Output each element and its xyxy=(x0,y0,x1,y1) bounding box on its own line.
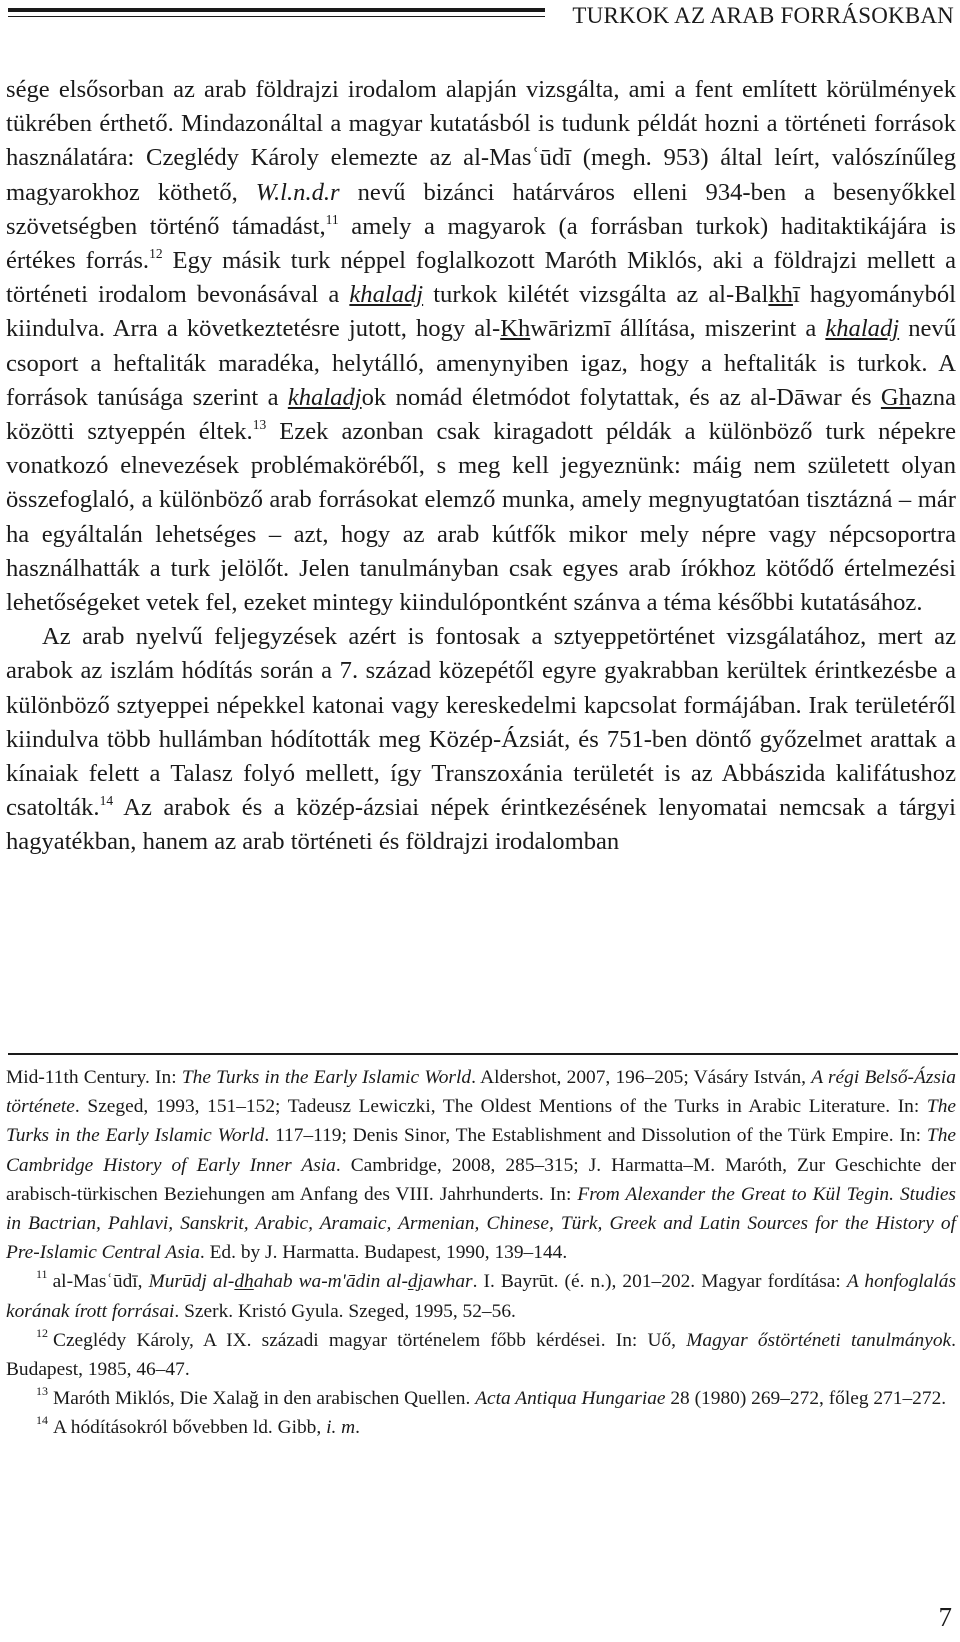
header-rule-thick xyxy=(8,8,545,12)
term-khaladj: khaladj xyxy=(825,315,900,343)
text-run: turkok kilétét vizsgálta az al-Bal xyxy=(423,281,769,309)
footnote-rule xyxy=(8,1053,958,1055)
paragraph-2 xyxy=(6,620,956,859)
running-title: TURKOK AZ ARAB FORRÁSOKBAN xyxy=(572,3,954,28)
text-run: sége elsősorban az arab földrajzi irodalom alapján vizsgálta, ami a fent említett körülmények tükrében érthető. Mindazonáltal a magyar kutatásból is tudunk példát hozni a történeti források használatára: Czeglédy Károly elemezte az al-Masʿūdī (megh. 953) által leírt, valószínűleg magyarokhoz köthető, xyxy=(6,76,956,206)
text-run: ok nomád életmódot folytattak, és az al-Dāwar és xyxy=(361,383,881,411)
footnote-number: 14 xyxy=(36,1413,49,1428)
footnote-11 xyxy=(6,1267,956,1325)
title-italic: Acta Antiqua Hungariae xyxy=(475,1388,666,1410)
text-run: Egy másik turk néppel foglalkozott Maróth Miklós, aki a földrajzi mellett a történeti irodalom bevonásával a xyxy=(6,247,956,309)
footnote-number: 12 xyxy=(36,1325,49,1340)
title-italic: The Turks in the Early Islamic World xyxy=(181,1067,472,1088)
page-number: 7 xyxy=(938,1602,952,1632)
title-italic: Magyar őstörténeti tanulmányok xyxy=(686,1329,952,1351)
footnote-number: 11 xyxy=(36,1267,48,1282)
text-run: al-Masʿūdī, xyxy=(52,1271,149,1293)
footnote-ref-14: 14 xyxy=(99,793,114,809)
text-run: . Szeged, 1993, 151–152; Tadeusz Lewiczki, The Oldest Mentions of the Turks in Arabic Literature. In: xyxy=(74,1096,927,1118)
footnote-ref-12: 12 xyxy=(149,245,163,261)
footnote-ref-13: 13 xyxy=(252,416,267,432)
transliteration-kh: Kh xyxy=(500,315,531,343)
text-run: 28 (1980) 269–272, főleg 271–272. xyxy=(665,1388,947,1410)
transliteration-dh: dh xyxy=(234,1271,254,1293)
footnote-ref-11: 11 xyxy=(325,211,339,227)
title-italic: awhar xyxy=(423,1271,473,1293)
footnotes xyxy=(6,1063,956,1443)
title-italic: From Alexander the Great to Kül Tegin. Studies in Bactrian, Pahlavi, Sanskrit, Arabic, Aramaic, Armenian, Chinese, Türk, Greek and Latin Sources for the History of Pre-Islamic Central Asia xyxy=(6,1183,956,1264)
text-run: . Budapest, 1985, 46–47. xyxy=(6,1329,956,1381)
text-run: ī hagyományból kiindulva. Arra a következtetésre jutott, hogy al- xyxy=(6,281,956,343)
text-run: wārizmī állítása, miszerint a xyxy=(530,315,826,343)
footnote-13 xyxy=(6,1384,956,1413)
title-italic: The Turks in the Early Islamic World xyxy=(6,1096,956,1147)
paragraph-1 xyxy=(6,73,956,620)
title-italic: Murūdj al- xyxy=(148,1271,235,1293)
transliteration-dj: dj xyxy=(407,1271,423,1293)
text-run: Mid-11th Century. In: xyxy=(6,1067,182,1088)
header-rule-thin xyxy=(8,16,545,17)
running-header xyxy=(0,0,960,40)
footnote-14 xyxy=(6,1413,956,1442)
footnote-number: 13 xyxy=(36,1384,49,1399)
text-run: . Ed. by J. Harmatta. Budapest, 1990, 139–144. xyxy=(199,1242,568,1264)
text-run: Az arabok és a közép-ázsiai népek érintkezésének lenyomatai nemcsak a tárgyi hagyatékban, hanem az arab történeti és földrajzi irodalomban xyxy=(6,794,956,856)
transliteration-gh: Gh xyxy=(880,383,911,411)
title-italic: A honfoglalás korának írott forrásai xyxy=(6,1271,956,1322)
text-run: azna közötti sztyeppén éltek. xyxy=(6,383,956,446)
text-run: Ezek azonban csak kiragadott példák a különböző turk népekre vonatkozó elnevezések problémaköréből, s meg kell jegyeznünk: máig nem született olyan összefoglaló, a különböző arab forrásokat elemző munka, amely megnyugtatóan tisztázná – már ha egyáltalán lehetséges – azt, hogy az arab kútfők mikor mely népre vagy népcsoportra használhatták a turk jelölőt. Jelen tanulmányban csak egyes arab írókhoz kötődő értelmezési lehetőségeket vetek fel, ezeket mintegy kiindulópontként szánva a téma későbbi kutatásához. xyxy=(6,418,957,617)
text-run: nevű bizánci határváros elleni 934-ben a besenyőkkel szövetségben történő támadást, xyxy=(6,178,956,240)
title-italic: The Cambridge History of Early Inner Asia xyxy=(6,1125,956,1176)
text-run: amely a magyarok (a forrásban turkok) haditaktikájára is értékes forrás. xyxy=(6,212,956,275)
text-run: A hódításokról bővebben ld. Gibb, xyxy=(53,1417,327,1439)
text-run: . Aldershot, 2007, 196–205; Vásáry István, xyxy=(471,1067,812,1088)
term-khaladj: khaladj xyxy=(349,281,424,309)
title-italic: ahab wa-m'ādin al- xyxy=(253,1271,408,1293)
title-italic: A régi Belső-Ázsia története xyxy=(6,1067,956,1118)
abbreviation-italic: i. m xyxy=(326,1417,356,1439)
text-run: nevű csoport a heftaliták maradéka, helytálló, amenynyiben igaz, hogy a heftaliták is turkok. A források tanúsága szerint a xyxy=(6,315,956,411)
text-run: Az arab nyelvű feljegyzések azért is fontosak a sztyeppetörténet vizsgálatához, mert az arabok az iszlám hódítás során a 7. század közepétől egyre gyakrabban kerültek érintkezésbe a különböző sztyeppei népekkel katonai vagy kereskedelmi kapcsolat formájában. Irak területéről kiindulva több hullámban hódították meg Közép-Ázsiát, és 751-ben döntő győzelmet arattak a kínaiak felett a Talasz folyó mellett, így Transzoxánia területét is az Abbászida kalifátushoz csatolták. xyxy=(6,623,956,822)
transliteration-kh: kh xyxy=(768,281,793,309)
text-run: . xyxy=(355,1417,361,1439)
place-name-italic: W.l.n.d.r xyxy=(255,178,340,206)
text-run: . I. Bayrūt. (é. n.), 201–202. Magyar fordítása: xyxy=(472,1271,847,1293)
text-run: Maróth Miklós, Die Xalağ in den arabischen Quellen. xyxy=(53,1388,476,1410)
text-run: . Szerk. Kristó Gyula. Szeged, 1995, 52–56. xyxy=(174,1300,516,1322)
text-run: . 117–119; Denis Sinor, The Establishment and Dissolution of the Türk Empire. In: xyxy=(264,1125,927,1147)
text-run: Czeglédy Károly, A IX. századi magyar történelem főbb kérdései. In: Uő, xyxy=(53,1329,687,1351)
footnote-continuation xyxy=(6,1063,956,1267)
body-text xyxy=(6,73,956,860)
footnote-12 xyxy=(6,1326,956,1384)
text-run: . Cambridge, 2008, 285–315; J. Harmatta–M. Maróth, Zur Geschichte der arabisch-türkischen Beziehungen am Anfang des VIII. Jahrhunderts. In: xyxy=(6,1154,956,1205)
term-khaladj: khaladj xyxy=(287,383,362,411)
